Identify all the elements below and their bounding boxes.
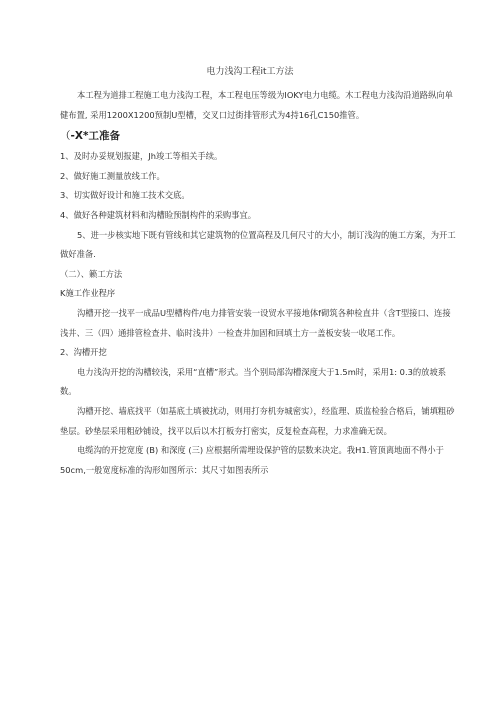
section1-heading-text: -X*工准备 bbox=[70, 130, 120, 143]
section1-item-1: 1、及时办妥规划报建，Jh竣工等相关手续。 bbox=[60, 151, 223, 162]
section1-heading bbox=[60, 125, 456, 147]
section2-heading: （二）、籁工方法 bbox=[60, 268, 123, 279]
intro-paragraph: 本工程为道排工程施工电力浅沟工程，本工程电压等级为IOKY电力电缆。木工程电力浅沟沿道路纵向单健布置, 采用1200X1200预制U型槽，交叉口过街排管形式为4持16孔C150推管。 bbox=[60, 90, 453, 120]
section1-item-5: 5、进一步核实地下既有管线和其它建筑物的位置高程及几何尺寸的大小，制订浅沟的施工方案，为开工做好准备. bbox=[60, 229, 456, 260]
subsection-k-body: 沟槽开挖一找平一成品U型槽构件/电力排管安装一设贸水平接地体f砌筑各种检直井（含T型接口、连接浅井、三（四）通排管检查井、临时浅井）一检查井加固和回填土方一盖板安装一收尾工作。 bbox=[60, 307, 451, 338]
section1-item-2: 2、做好施工测量放线工作。 bbox=[60, 170, 165, 181]
section1-item-4: 4、做好各种建筑材料和沟槽睑预制构件的采购事宜。 bbox=[60, 209, 257, 220]
document-body bbox=[60, 86, 456, 480]
subsection-2-title: 2、沟槽开挖 bbox=[60, 347, 107, 358]
subsection-2-body-1: 电力浅沟开挖的沟槽较浅，采用“直槽”形式。当个别局部沟槽深度大于1.5m时，采用1: 0.3的放坡系数。 bbox=[60, 366, 447, 397]
subsection-2-body-2: 沟槽开挖、墙底找平（如基底土填被扰动，则用打夯机夯城密实），经监理、质监检验合格后，铺填粗砂垫层。砂垫层采用粗砂铺设，找平以后以木打板夯打密实，反复检查高程，力求准确无误。 bbox=[60, 405, 455, 436]
subsection-2-body-3: 电缆沟的开挖宽度 (B) 和深度 (三) 应根据所需埋设保护管的层数来决定。我H1.管顶离地面不得小于50cm,一般宽度标准的沟形如图所示：其尺寸如图表所示 bbox=[60, 445, 444, 475]
document-title: 电力浅沟工程it工方法 bbox=[206, 67, 294, 77]
section1-heading-paren: （ bbox=[60, 130, 71, 143]
subsection-k-title: K施工作业程序 bbox=[60, 288, 116, 299]
section1-item-3: 3、切实做好设计和施工技术交底。 bbox=[60, 190, 190, 201]
